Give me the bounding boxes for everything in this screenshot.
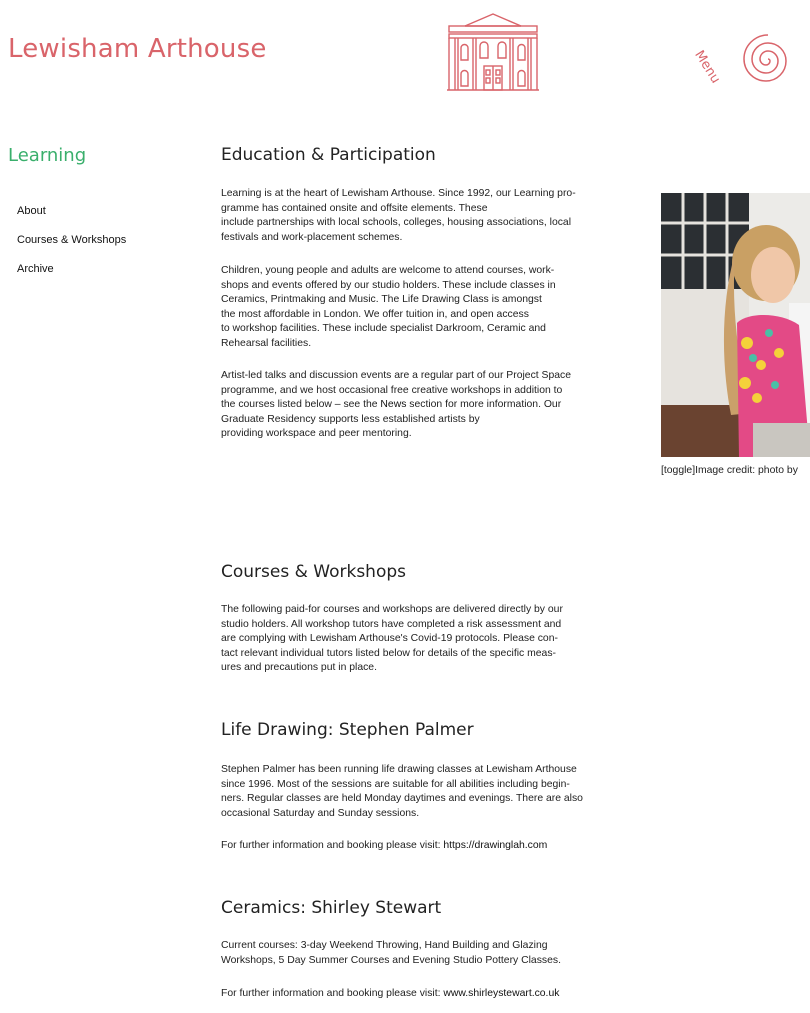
shirleystewart-link[interactable]: www.shirleystewart.co.uk [443, 988, 560, 999]
image-caption[interactable]: [toggle]Image credit: photo by [661, 465, 798, 476]
life-drawing-paragraph: Stephen Palmer has been running life drawing classes at Lewisham Arthouse since 1996. Most of the sessions are suitable for all abilities including begin- ners. Regular classes are held Monday daytimes and evenings. There are also occasional Saturday and Sunday sessions. [221, 764, 583, 819]
subnav-item-about[interactable]: About [17, 205, 46, 217]
subnav-item-archive[interactable]: Archive [17, 263, 54, 275]
education-paragraph-3: Artist-led talks and discussion events are a regular part of our Project Space programme, and we host occasional free creative workshops in addition to the courses listed below – see the News section for more information. Our Graduate Residency supports less established artists by providing workspace and peer mentoring. [221, 370, 571, 440]
sub-navigation [17, 204, 126, 291]
ceramics-info: For further information and booking please visit: www.shirleystewart.co.uk [221, 988, 560, 999]
section-title: Learning [8, 145, 87, 166]
education-paragraph-1: Learning is at the heart of Lewisham Arthouse. Since 1992, our Learning pro- gramme has contained onsite and offsite elements. These include partnerships with local schools, colleges, housing associations, local festivals and work-placement schemes. [221, 188, 576, 243]
building-icon[interactable] [445, 12, 541, 92]
courses-paragraph: The following paid-for courses and workshops are delivered directly by our studio holders. All workshop tutors have completed a risk assessment and are complying with Lewisham Arthouse's Covid-19 protocols. Please con- tact relevant individual tutors listed below for details of the specific meas- ures and precautions put in place. [221, 604, 563, 674]
spiral-icon[interactable] [740, 33, 796, 89]
menu-label[interactable]: Menu [691, 48, 723, 87]
life-drawing-info: For further information and booking please visit: https://drawinglah.com [221, 840, 548, 851]
education-heading: Education & Participation [221, 145, 436, 165]
subnav-item-courses-workshops[interactable]: Courses & Workshops [17, 234, 127, 246]
education-paragraph-2: Children, young people and adults are welcome to attend courses, work- shops and events offered by our studio holders. These include classes in Ceramics, Printmaking and Music. The Life Drawing Class is amongst the most affordable in London. We offer tuition in, and open access to workshop facilities. These include specialist Darkroom, Ceramic and Rehearsal facilities. [221, 265, 556, 349]
learning-photo [661, 193, 810, 457]
site-title[interactable]: Lewisham Arthouse [8, 34, 267, 64]
courses-heading: Courses & Workshops [221, 562, 406, 582]
drawinglah-link[interactable]: https://drawinglah.com [443, 840, 548, 851]
ceramics-paragraph: Current courses: 3-day Weekend Throwing, Hand Building and Glazing Workshops, 5 Day Summer Courses and Evening Studio Pottery Classes. [221, 940, 561, 966]
news-link[interactable]: News [380, 399, 407, 411]
ceramics-heading: Ceramics: Shirley Stewart [221, 898, 442, 918]
life-drawing-heading: Life Drawing: Stephen Palmer [221, 720, 474, 740]
